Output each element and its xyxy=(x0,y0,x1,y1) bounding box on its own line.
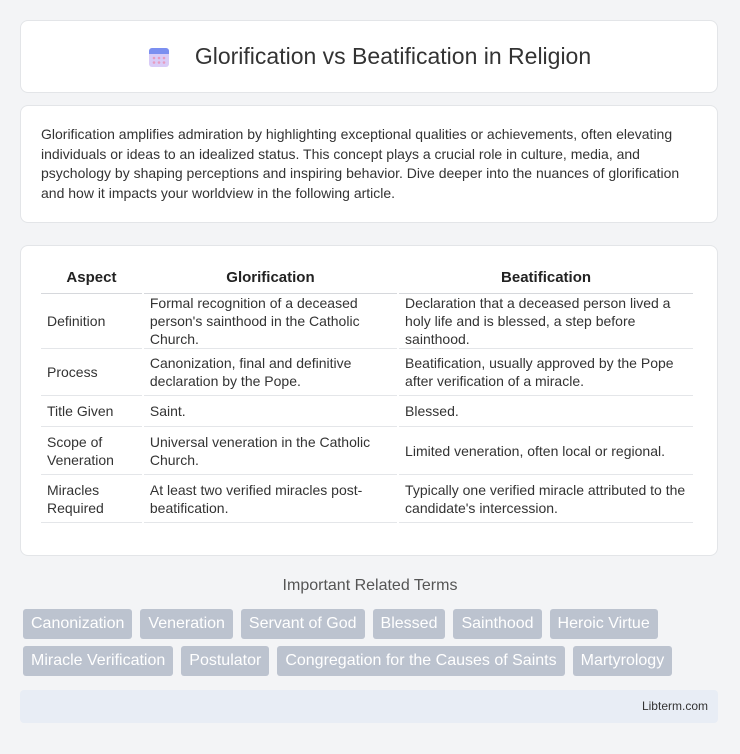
cell-beatification: Blessed. xyxy=(399,396,693,427)
tag-veneration[interactable]: Veneration xyxy=(140,609,233,639)
cell-aspect: Definition xyxy=(41,294,142,349)
tag-row xyxy=(23,609,723,639)
cell-aspect: Process xyxy=(41,349,142,396)
cell-glorification: Canonization, final and definitive declaration by the Pope. xyxy=(144,349,397,396)
cell-glorification: Formal recognition of a deceased person's sainthood in the Catholic Church. xyxy=(144,294,397,349)
table-row xyxy=(41,349,693,396)
title-card xyxy=(20,20,718,93)
tag-canonization[interactable]: Canonization xyxy=(23,609,132,639)
cell-beatification: Declaration that a deceased person lived a holy life and is blessed, a step before sainthood. xyxy=(399,294,693,349)
page-title: Glorification vs Beatification in Religion xyxy=(194,43,592,69)
table-row xyxy=(41,475,693,523)
tag-postulator[interactable]: Postulator xyxy=(181,646,269,676)
tag-servant-of-god[interactable]: Servant of God xyxy=(241,609,365,639)
tag-sainthood[interactable]: Sainthood xyxy=(453,609,541,639)
cell-beatification: Typically one verified miracle attributed to the candidate's intercession. xyxy=(399,475,693,523)
table-row xyxy=(41,396,693,427)
tag-blessed[interactable]: Blessed xyxy=(373,609,446,639)
tag-miracle-verification[interactable]: Miracle Verification xyxy=(23,646,173,676)
cell-glorification: Saint. xyxy=(144,396,397,427)
header-glorification: Glorification xyxy=(144,262,397,294)
header-beatification: Beatification xyxy=(399,262,693,294)
cell-beatification: Limited veneration, often local or regional. xyxy=(399,427,693,475)
related-terms xyxy=(23,609,723,683)
comparison-card xyxy=(20,245,718,556)
tag-martyrology[interactable]: Martyrology xyxy=(573,646,673,676)
tag-row xyxy=(23,646,723,676)
tag-heroic-virtue[interactable]: Heroic Virtue xyxy=(550,609,658,639)
cell-aspect: Title Given xyxy=(41,396,142,427)
table-row xyxy=(41,427,693,475)
cell-glorification: Universal veneration in the Catholic Church. xyxy=(144,427,397,475)
calendar-icon xyxy=(147,45,171,69)
footer xyxy=(20,690,718,723)
cell-aspect: Miracles Required xyxy=(41,475,142,523)
intro-card xyxy=(20,105,718,223)
table-row xyxy=(41,294,693,349)
intro-text: Glorification amplifies admiration by highlighting exceptional qualities or achievements, often elevating individuals or ideas to an idealized status. This concept plays a crucial role in culture, media, and psychology by shaping perceptions and inspiring behavior. Dive deeper into the nuances of glorification and how it impacts your worldview in the following article. xyxy=(41,126,680,201)
header-aspect: Aspect xyxy=(41,262,142,294)
cell-beatification: Beatification, usually approved by the Pope after verification of a miracle. xyxy=(399,349,693,396)
comparison-table xyxy=(39,262,695,523)
cell-aspect: Scope of Veneration xyxy=(41,427,142,475)
tag-congregation[interactable]: Congregation for the Causes of Saints xyxy=(277,646,564,676)
table-header-row xyxy=(41,262,693,294)
related-terms-title: Important Related Terms xyxy=(282,577,458,594)
cell-glorification: At least two verified miracles post-beatification. xyxy=(144,475,397,523)
footer-site-link[interactable]: Libterm.com xyxy=(641,699,708,713)
